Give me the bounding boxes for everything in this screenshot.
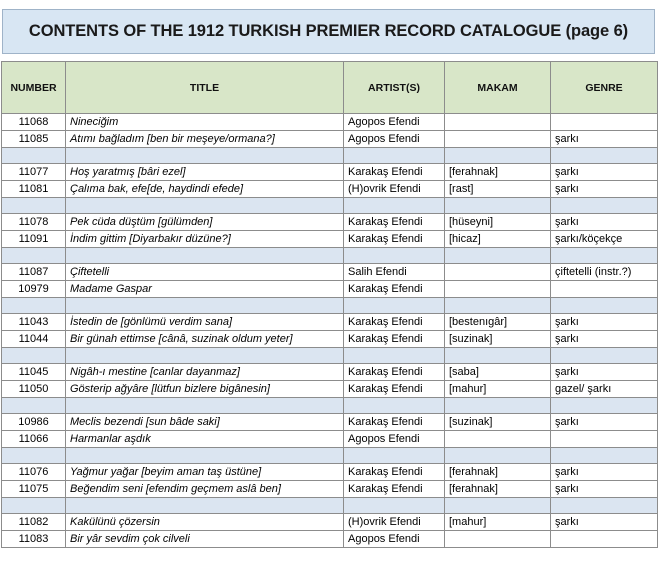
separator-cell <box>66 348 344 364</box>
record-genre <box>551 281 658 298</box>
record-genre: şarkı <box>551 314 658 331</box>
record-genre: gazel/ şarkı <box>551 381 658 398</box>
record-title: İstedin de [gönlümü verdim sana] <box>66 314 344 331</box>
table-body <box>2 114 658 548</box>
record-makam: [hicaz] <box>445 231 551 248</box>
table-row <box>2 364 658 381</box>
record-makam: [ferahnak] <box>445 164 551 181</box>
record-artist: Agopos Efendi <box>344 431 445 448</box>
separator-cell <box>2 398 66 414</box>
record-title: Bir günah ettimse [cânâ, suzinak oldum yeter] <box>66 331 344 348</box>
record-genre: şarkı <box>551 481 658 498</box>
table-row <box>2 414 658 431</box>
record-title: Beğendim seni [efendim geçmem aslâ ben] <box>66 481 344 498</box>
record-number: 11078 <box>2 214 66 231</box>
table-row <box>2 314 658 331</box>
separator-cell <box>551 248 658 264</box>
table-row <box>2 281 658 298</box>
record-genre: şarkı <box>551 164 658 181</box>
separator-cell <box>551 498 658 514</box>
record-artist: Karakaş Efendi <box>344 481 445 498</box>
record-makam: [bestenıgâr] <box>445 314 551 331</box>
record-genre: şarkı <box>551 364 658 381</box>
table-row <box>2 231 658 248</box>
separator-row <box>2 148 658 164</box>
record-makam: [suzinak] <box>445 331 551 348</box>
column-header-number: NUMBER <box>2 62 66 114</box>
record-title: Madame Gaspar <box>66 281 344 298</box>
record-artist: Agopos Efendi <box>344 114 445 131</box>
page-title: CONTENTS OF THE 1912 TURKISH PREMIER RECORD CATALOGUE (page 6) <box>2 9 655 54</box>
table-row <box>2 331 658 348</box>
separator-cell <box>344 448 445 464</box>
record-title: Yağmur yağar [beyim aman taş üstüne] <box>66 464 344 481</box>
record-number: 11085 <box>2 131 66 148</box>
table-row <box>2 381 658 398</box>
separator-cell <box>66 248 344 264</box>
record-artist: Karakaş Efendi <box>344 231 445 248</box>
table-row <box>2 464 658 481</box>
separator-cell <box>551 198 658 214</box>
separator-cell <box>551 398 658 414</box>
record-genre: şarkı <box>551 214 658 231</box>
record-number: 11045 <box>2 364 66 381</box>
table-row <box>2 131 658 148</box>
record-number: 11083 <box>2 531 66 548</box>
record-artist: Karakaş Efendi <box>344 331 445 348</box>
record-makam: [rast] <box>445 181 551 198</box>
record-number: 11081 <box>2 181 66 198</box>
separator-cell <box>66 398 344 414</box>
record-genre: şarkı <box>551 131 658 148</box>
separator-cell <box>66 448 344 464</box>
separator-cell <box>2 148 66 164</box>
table-row <box>2 214 658 231</box>
separator-row <box>2 398 658 414</box>
separator-cell <box>445 298 551 314</box>
separator-cell <box>344 398 445 414</box>
separator-cell <box>344 148 445 164</box>
header-row <box>2 62 658 114</box>
record-title: Gösterip ağyâre [lütfun bizlere bigânesin] <box>66 381 344 398</box>
separator-cell <box>2 348 66 364</box>
record-artist: Karakaş Efendi <box>344 381 445 398</box>
record-artist: Agopos Efendi <box>344 531 445 548</box>
record-genre: şarkı <box>551 464 658 481</box>
record-title: Çiftetelli <box>66 264 344 281</box>
record-makam: [ferahnak] <box>445 464 551 481</box>
separator-row <box>2 198 658 214</box>
separator-cell <box>66 148 344 164</box>
record-genre: çiftetelli (instr.?) <box>551 264 658 281</box>
record-title: Pek cüda düştüm [gülümden] <box>66 214 344 231</box>
record-artist: Karakaş Efendi <box>344 164 445 181</box>
record-number: 10979 <box>2 281 66 298</box>
separator-cell <box>551 298 658 314</box>
record-title: Çalıma bak, efe[de, haydindi efede] <box>66 181 344 198</box>
record-artist: Karakaş Efendi <box>344 281 445 298</box>
separator-row <box>2 448 658 464</box>
separator-row <box>2 498 658 514</box>
separator-row <box>2 248 658 264</box>
record-number: 11087 <box>2 264 66 281</box>
separator-cell <box>445 198 551 214</box>
column-header-genre: GENRE <box>551 62 658 114</box>
table-row <box>2 114 658 131</box>
record-makam <box>445 531 551 548</box>
separator-cell <box>344 498 445 514</box>
record-number: 10986 <box>2 414 66 431</box>
record-makam <box>445 431 551 448</box>
column-header-title: TITLE <box>66 62 344 114</box>
record-makam: [mahur] <box>445 514 551 531</box>
record-number: 11044 <box>2 331 66 348</box>
separator-cell <box>445 398 551 414</box>
record-genre <box>551 114 658 131</box>
record-genre <box>551 431 658 448</box>
record-makam: [ferahnak] <box>445 481 551 498</box>
catalogue-table <box>1 61 658 548</box>
column-header-makam: MAKAM <box>445 62 551 114</box>
record-artist: (H)ovrik Efendi <box>344 181 445 198</box>
record-artist: Karakaş Efendi <box>344 214 445 231</box>
record-title: Atımı bağladım [ben bir meşeye/ormana?] <box>66 131 344 148</box>
record-makam <box>445 114 551 131</box>
record-title: İndim gittim [Diyarbakır düzüne?] <box>66 231 344 248</box>
record-title: Meclis bezendi [sun bâde saki] <box>66 414 344 431</box>
separator-cell <box>2 298 66 314</box>
separator-cell <box>66 198 344 214</box>
separator-cell <box>551 448 658 464</box>
table-row <box>2 264 658 281</box>
record-title: Kakülünü çözersin <box>66 514 344 531</box>
record-title: Nigâh-ı mestine [canlar dayanmaz] <box>66 364 344 381</box>
record-number: 11077 <box>2 164 66 181</box>
separator-cell <box>2 448 66 464</box>
record-title: Nineciğim <box>66 114 344 131</box>
record-artist: Karakaş Efendi <box>344 314 445 331</box>
record-artist: Salih Efendi <box>344 264 445 281</box>
record-number: 11050 <box>2 381 66 398</box>
separator-cell <box>445 148 551 164</box>
record-number: 11043 <box>2 314 66 331</box>
record-makam <box>445 264 551 281</box>
record-genre <box>551 531 658 548</box>
separator-cell <box>66 298 344 314</box>
record-number: 11082 <box>2 514 66 531</box>
record-title: Hoş yaratmış [bâri ezel] <box>66 164 344 181</box>
record-number: 11091 <box>2 231 66 248</box>
record-number: 11068 <box>2 114 66 131</box>
record-makam: [saba] <box>445 364 551 381</box>
record-makam: [suzinak] <box>445 414 551 431</box>
table-row <box>2 181 658 198</box>
record-makam <box>445 131 551 148</box>
separator-cell <box>2 198 66 214</box>
record-makam <box>445 281 551 298</box>
separator-cell <box>344 348 445 364</box>
separator-cell <box>2 248 66 264</box>
record-genre: şarkı <box>551 414 658 431</box>
table-row <box>2 514 658 531</box>
record-number: 11076 <box>2 464 66 481</box>
separator-cell <box>344 298 445 314</box>
record-makam: [mahur] <box>445 381 551 398</box>
separator-cell <box>551 148 658 164</box>
table-row <box>2 481 658 498</box>
separator-row <box>2 348 658 364</box>
separator-cell <box>344 248 445 264</box>
record-title: Harmanlar aşdık <box>66 431 344 448</box>
record-makam: [hüseyni] <box>445 214 551 231</box>
record-genre: şarkı <box>551 514 658 531</box>
record-genre: şarkı <box>551 181 658 198</box>
separator-cell <box>445 448 551 464</box>
separator-cell <box>445 248 551 264</box>
record-artist: Karakaş Efendi <box>344 364 445 381</box>
table-row <box>2 531 658 548</box>
record-artist: Karakaş Efendi <box>344 464 445 481</box>
column-header-artists: ARTIST(S) <box>344 62 445 114</box>
record-genre: şarkı <box>551 331 658 348</box>
separator-cell <box>66 498 344 514</box>
separator-cell <box>344 198 445 214</box>
table-row <box>2 431 658 448</box>
table-row <box>2 164 658 181</box>
record-genre: şarkı/köçekçe <box>551 231 658 248</box>
record-artist: Agopos Efendi <box>344 131 445 148</box>
separator-cell <box>2 498 66 514</box>
separator-cell <box>445 348 551 364</box>
separator-cell <box>445 498 551 514</box>
record-number: 11066 <box>2 431 66 448</box>
separator-cell <box>551 348 658 364</box>
record-artist: (H)ovrik Efendi <box>344 514 445 531</box>
record-number: 11075 <box>2 481 66 498</box>
record-artist: Karakaş Efendi <box>344 414 445 431</box>
separator-row <box>2 298 658 314</box>
record-title: Bir yâr sevdim çok cilveli <box>66 531 344 548</box>
